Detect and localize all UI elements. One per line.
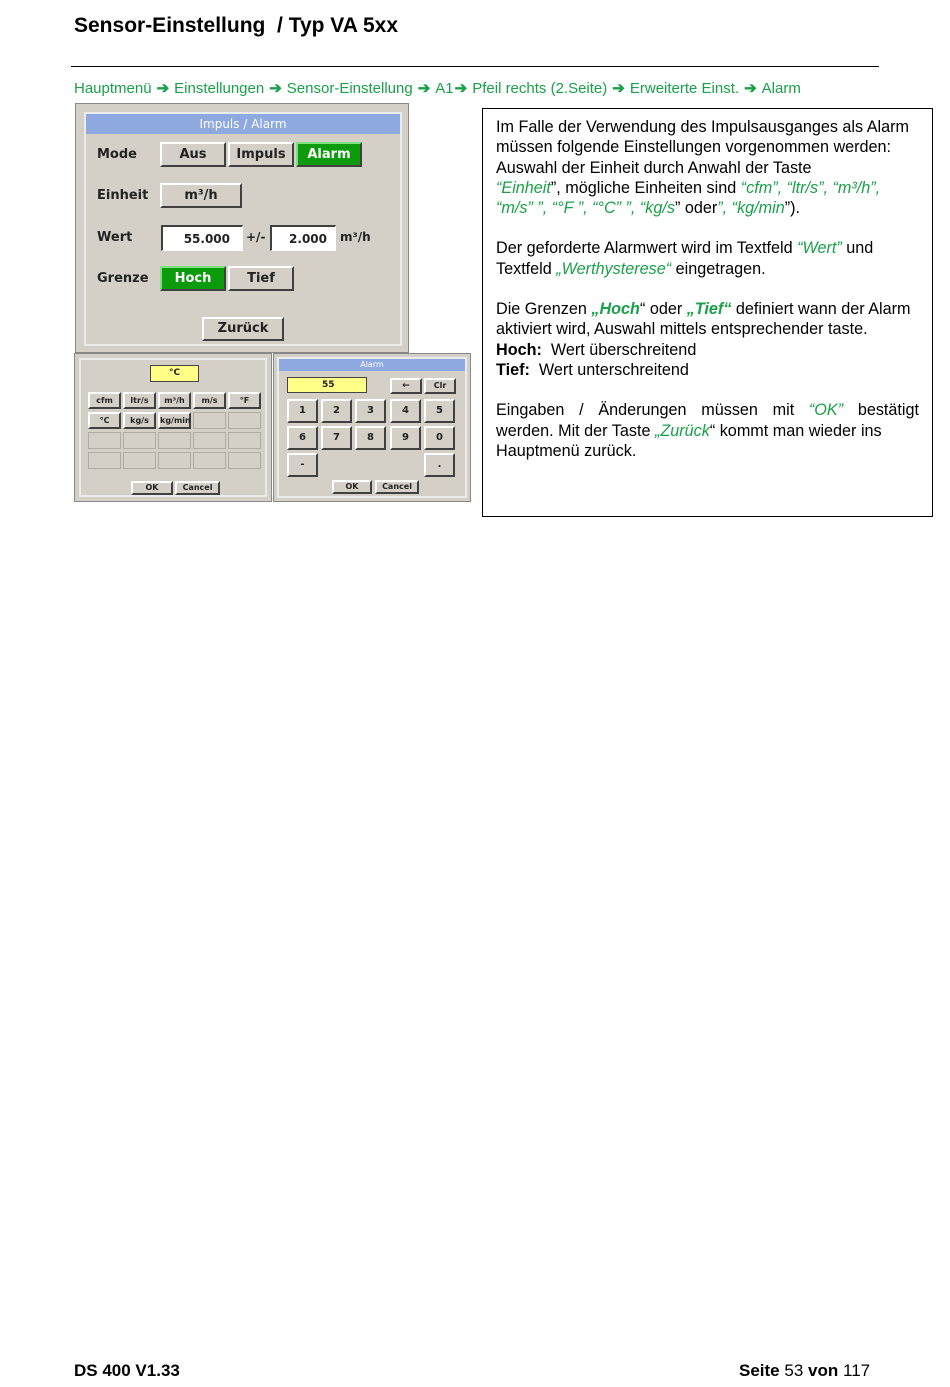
mode-impuls-button[interactable]: Impuls <box>228 142 294 167</box>
unit-ok-button[interactable]: OK <box>131 481 173 495</box>
empty-key <box>193 412 226 429</box>
header-divider <box>71 66 879 67</box>
empty-key <box>228 452 261 469</box>
confirm-text-1: Eingaben / Änderungen müssen mit <box>496 401 795 420</box>
key-1[interactable]: 1 <box>287 399 318 423</box>
keypad-display: 55 <box>287 377 367 393</box>
hoch-text: Wert überschreitend <box>550 340 697 359</box>
limits-text-3: definiert wann der Alarm aktiviert wird, Auswahl mittels entsprechender taste. <box>496 300 911 339</box>
ok-term: “OK” <box>808 401 844 420</box>
key-8[interactable]: 8 <box>355 426 386 450</box>
keypad-cancel-button[interactable]: Cancel <box>375 480 419 494</box>
value-text-3: eingetragen. <box>675 259 766 278</box>
intro-text: Im Falle der Verwendung des Impulsausganges als Alarm müssen folgende Einstellungen vorgenommen werden: <box>496 118 910 157</box>
arrow-right-icon: ➔ <box>269 80 282 97</box>
tief-definition <box>496 360 919 380</box>
unit-celsius-button[interactable]: °C <box>88 412 121 429</box>
limits-text-2: “ oder <box>639 300 683 319</box>
hysteresis-term: „Werthysterese“ <box>556 259 672 278</box>
backspace-key[interactable]: ← <box>390 378 422 394</box>
empty-key <box>158 452 191 469</box>
hysteresis-field[interactable]: 2.000 <box>270 225 336 251</box>
keypad-screen <box>273 353 471 502</box>
hoch-term: „Hoch <box>591 300 640 319</box>
arrow-right-icon: ➔ <box>744 80 757 97</box>
einheit-term: “Einheit <box>496 178 551 197</box>
selected-unit-display: °C <box>150 365 199 382</box>
hoch-definition <box>496 340 919 360</box>
unit-m-s-button[interactable]: m/s <box>193 392 226 409</box>
breadcrumb-item: Alarm <box>761 80 801 97</box>
empty-key <box>193 432 226 449</box>
alarm-value-field[interactable]: 55.000 <box>161 225 243 251</box>
arrow-right-icon: ➔ <box>417 80 431 97</box>
unit-cancel-button[interactable]: Cancel <box>175 481 220 495</box>
keypad-title: Alarm <box>279 359 465 371</box>
empty-key <box>88 452 121 469</box>
unit-cfm-button[interactable]: cfm <box>88 392 121 409</box>
unit-kg-min-button[interactable]: kg/min <box>158 412 191 429</box>
page-current: 53 <box>784 1361 804 1380</box>
paragraph-value <box>496 238 919 279</box>
value-label: Wert <box>97 230 133 245</box>
wert-term: “Wert” <box>797 239 842 258</box>
arrow-right-icon: ➔ <box>156 80 170 97</box>
empty-key <box>88 432 121 449</box>
empty-key <box>123 452 156 469</box>
paragraph-confirm-line1 <box>496 400 919 420</box>
unit-m3h-button[interactable]: m³/h <box>158 392 191 409</box>
hoch-label: Hoch: <box>496 340 542 359</box>
empty-key <box>193 452 226 469</box>
unit-fahrenheit-button[interactable]: °F <box>228 392 261 409</box>
empty-key <box>228 432 261 449</box>
key-minus[interactable]: - <box>287 453 318 477</box>
unit-kg-s-button[interactable]: kg/s <box>123 412 156 429</box>
oder-text: ” oder <box>675 199 718 218</box>
paragraph-confirm-rest <box>496 421 919 462</box>
breadcrumb-item: Erweiterte Einst. <box>629 80 740 97</box>
breadcrumb-item: Hauptmenü <box>74 80 152 97</box>
value-unit-label: m³/h <box>340 230 371 244</box>
screen-title: Impuls / Alarm <box>86 114 400 134</box>
plus-minus-label: +/- <box>246 230 266 244</box>
breadcrumb-item: Einstellungen <box>174 80 265 97</box>
description-box <box>482 108 933 517</box>
breadcrumb-item: Sensor-Einstellung <box>286 80 413 97</box>
unit-ltr-s-button[interactable]: ltr/s <box>123 392 156 409</box>
key-4[interactable]: 4 <box>390 399 421 423</box>
mode-aus-button[interactable]: Aus <box>160 142 226 167</box>
clear-key[interactable]: Clr <box>424 378 456 394</box>
paragraph-limits <box>496 299 919 340</box>
units-end: ”). <box>784 199 801 218</box>
intro-text-2: Auswahl der Einheit durch Anwahl der Taste <box>496 158 812 177</box>
key-5[interactable]: 5 <box>424 399 455 423</box>
limits-text-1: Die Grenzen <box>496 300 587 319</box>
unit-button[interactable]: m³/h <box>160 183 242 208</box>
key-2[interactable]: 2 <box>321 399 352 423</box>
page-label: Seite <box>739 1361 780 1380</box>
tief-text: Wert unterschreitend <box>538 360 689 379</box>
confirm-text-4: “ kommt man wieder ins Hauptmenü zurück. <box>496 421 882 460</box>
mode-alarm-button[interactable]: Alarm <box>296 142 362 167</box>
zurueck-term: „Zurück <box>654 421 710 440</box>
unit-label: Einheit <box>97 188 149 203</box>
document-version: DS 400 V1.33 <box>74 1361 180 1380</box>
arrow-right-icon: ➔ <box>612 80 625 97</box>
empty-key <box>228 412 261 429</box>
mode-label: Mode <box>97 147 137 162</box>
alarm-settings-screen <box>75 103 409 353</box>
key-7[interactable]: 7 <box>321 426 352 450</box>
key-9[interactable]: 9 <box>390 426 421 450</box>
keypad-ok-button[interactable]: OK <box>332 480 372 494</box>
value-text-1: Der geforderte Alarmwert wird im Textfeld <box>496 239 793 258</box>
arrow-right-icon: ➔ <box>454 80 468 97</box>
empty-key <box>158 432 191 449</box>
of-label: von <box>808 1361 839 1380</box>
limit-tief-button[interactable]: Tief <box>228 266 294 291</box>
page-number <box>739 1361 870 1381</box>
key-0[interactable]: 0 <box>424 426 455 450</box>
breadcrumb <box>74 79 801 97</box>
units-list-1: “cfm”, “ltr/s”, “m³/h”, <box>740 178 881 197</box>
units-list-3: ”, “kg/min <box>717 199 785 218</box>
units-list-2: “m/s” ”, “°F ”, “°C” ”, “kg/s <box>496 199 675 218</box>
back-button[interactable]: Zurück <box>202 317 284 341</box>
tief-term: „Tief“ <box>686 300 732 319</box>
key-dot[interactable]: . <box>424 453 455 477</box>
page-title: Sensor-Einstellung / Typ VA 5xx <box>74 14 399 37</box>
limit-hoch-button[interactable]: Hoch <box>160 266 226 291</box>
key-6[interactable]: 6 <box>287 426 318 450</box>
limit-label: Grenze <box>97 271 149 286</box>
paragraph-intro <box>496 117 919 218</box>
breadcrumb-item: A1 <box>435 80 454 97</box>
breadcrumb-item: Pfeil rechts (2.Seite) <box>472 80 608 97</box>
page-total: 117 <box>843 1361 871 1380</box>
confirm-text-2: bestätigt <box>857 401 920 420</box>
key-3[interactable]: 3 <box>355 399 386 423</box>
value-text-2: und Textfeld <box>496 239 874 278</box>
confirm-text-3: werden. Mit der Taste <box>496 421 651 440</box>
empty-key <box>123 432 156 449</box>
tief-label: Tief: <box>496 360 530 379</box>
units-intro: ”, mögliche Einheiten sind <box>550 178 737 197</box>
unit-picker-screen <box>74 353 272 502</box>
